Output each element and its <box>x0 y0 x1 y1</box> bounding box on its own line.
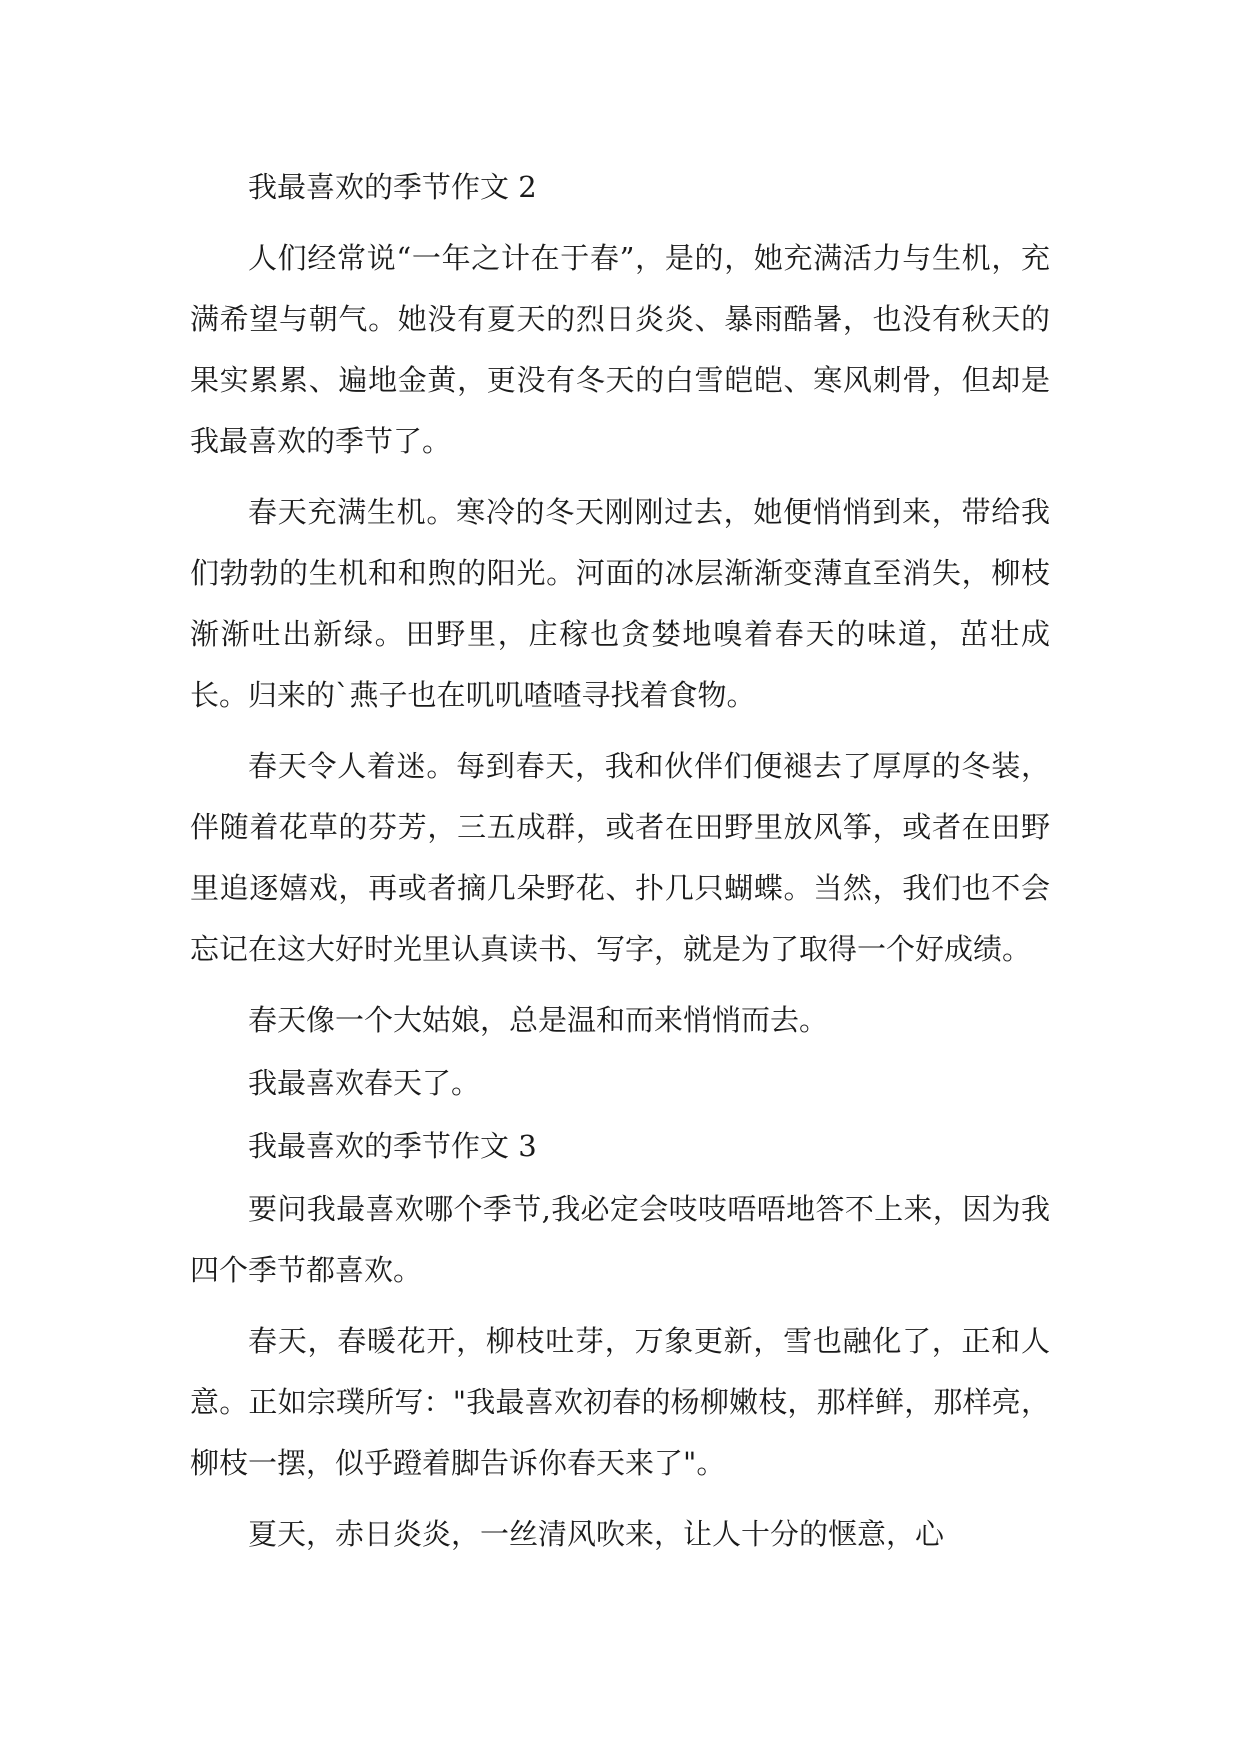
paragraph: 夏天，赤日炎炎，一丝清风吹来，让人十分的惬意，心 <box>248 1517 945 1551</box>
paragraph: 人们经常说“一年之计在于春”，是的，她充满活力与生机，充满希望与朝气。她没有夏天的烈日炎炎、暴雨酷暑，也没有秋天的果实累累、遍地金黄，更没有冬天的白雪皑皑、寒风刺骨，但却是我最喜欢的季节了。 <box>190 241 1050 458</box>
document-page <box>190 157 1050 1575</box>
paragraph: 春天，春暖花开，柳枝吐芽，万象更新，雪也融化了，正和人意。正如宗璞所写："我最喜欢初春的杨柳嫩枝，那样鲜，那样亮，柳枝一摆，似乎蹬着脚告诉你春天来了"。 <box>190 1324 1050 1480</box>
paragraph: 我最喜欢春天了。 <box>248 1066 481 1100</box>
section-title: 我最喜欢的季节作文 3 <box>248 1129 537 1163</box>
paragraph: 春天像一个大姑娘，总是温和而来悄悄而去。 <box>248 1003 829 1037</box>
paragraph: 春天令人着迷。每到春天，我和伙伴们便褪去了厚厚的冬装，伴随着花草的芬芳，三五成群，或者在田野里放风筝，或者在田野里追逐嬉戏，再或者摘几朵野花、扑几只蝴蝶。当然，我们也不会忘记在这大好时光里认真读书、写字，就是为了取得一个好成绩。 <box>190 749 1050 966</box>
paragraph: 春天充满生机。寒冷的冬天刚刚过去，她便悄悄到来，带给我们勃勃的生机和和煦的阳光。河面的冰层渐渐变薄直至消失，柳枝渐渐吐出新绿。田野里，庄稼也贪婪地嗅着春天的味道，茁壮成长。归来的`燕子也在叽叽喳喳寻找着食物。 <box>190 495 1050 712</box>
paragraph: 要问我最喜欢哪个季节,我必定会吱吱唔唔地答不上来，因为我四个季节都喜欢。 <box>190 1192 1050 1287</box>
section-title: 我最喜欢的季节作文 2 <box>248 170 537 204</box>
